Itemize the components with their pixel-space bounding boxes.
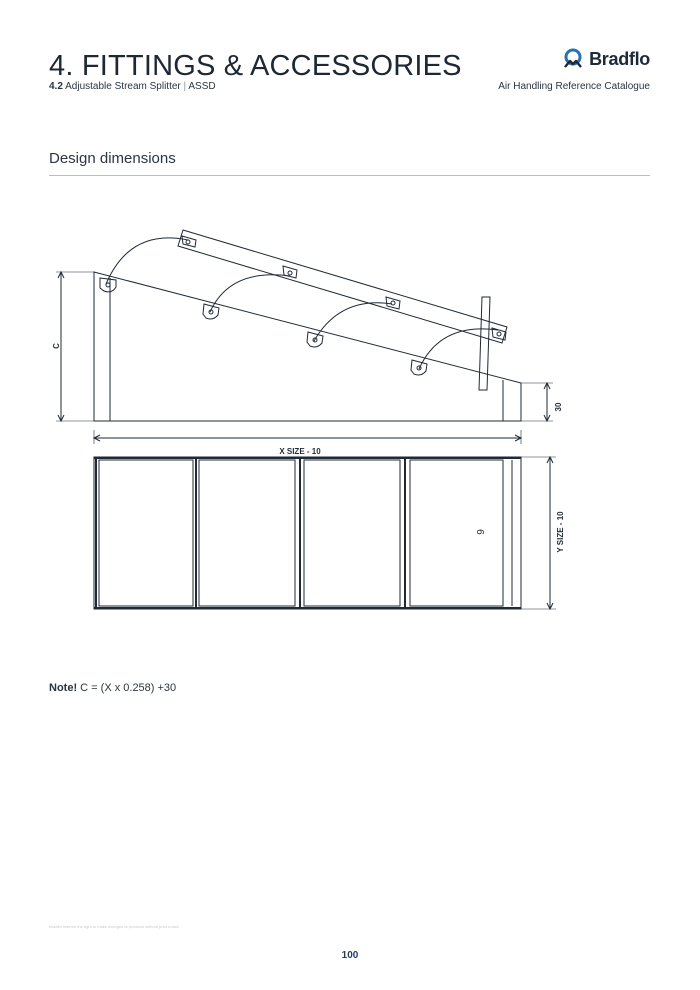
side-elevation [94,230,521,421]
subtitle-separator: | [183,81,187,92]
page-number: 100 [341,950,359,961]
label-30: 30 [554,402,563,412]
design-dimensions-heading: Design dimensions [49,150,176,167]
dimension-y [521,457,556,609]
label-x-size: X SIZE - 10 [279,447,321,456]
note [49,682,176,694]
dimension-c [56,272,94,421]
pivot-tabs [100,278,427,375]
disclaimer: Bradflo reserve the right to make changes to products without prior notice [49,924,179,929]
section-title: 4. FITTINGS & ACCESSORIES [49,50,462,82]
label-9: 9 [476,529,487,535]
label-y-size: Y SIZE - 10 [556,511,565,553]
logo-wordmark: Bradflo [589,48,650,69]
dimension-x [94,430,521,444]
subtitle-number: 4.2 [49,81,63,92]
plan-view [94,457,521,609]
catalogue-title: Air Handling Reference Catalogue [498,81,650,92]
subtitle-code: ASSD [188,81,216,92]
label-c: C [52,343,61,349]
dimension-30 [521,383,553,421]
note-label: Note! [49,682,78,694]
subtitle-text: Adjustable Stream Splitter [65,81,181,92]
bar-tabs [182,236,506,340]
note-formula: C = (X x 0.258) +30 [80,682,177,694]
